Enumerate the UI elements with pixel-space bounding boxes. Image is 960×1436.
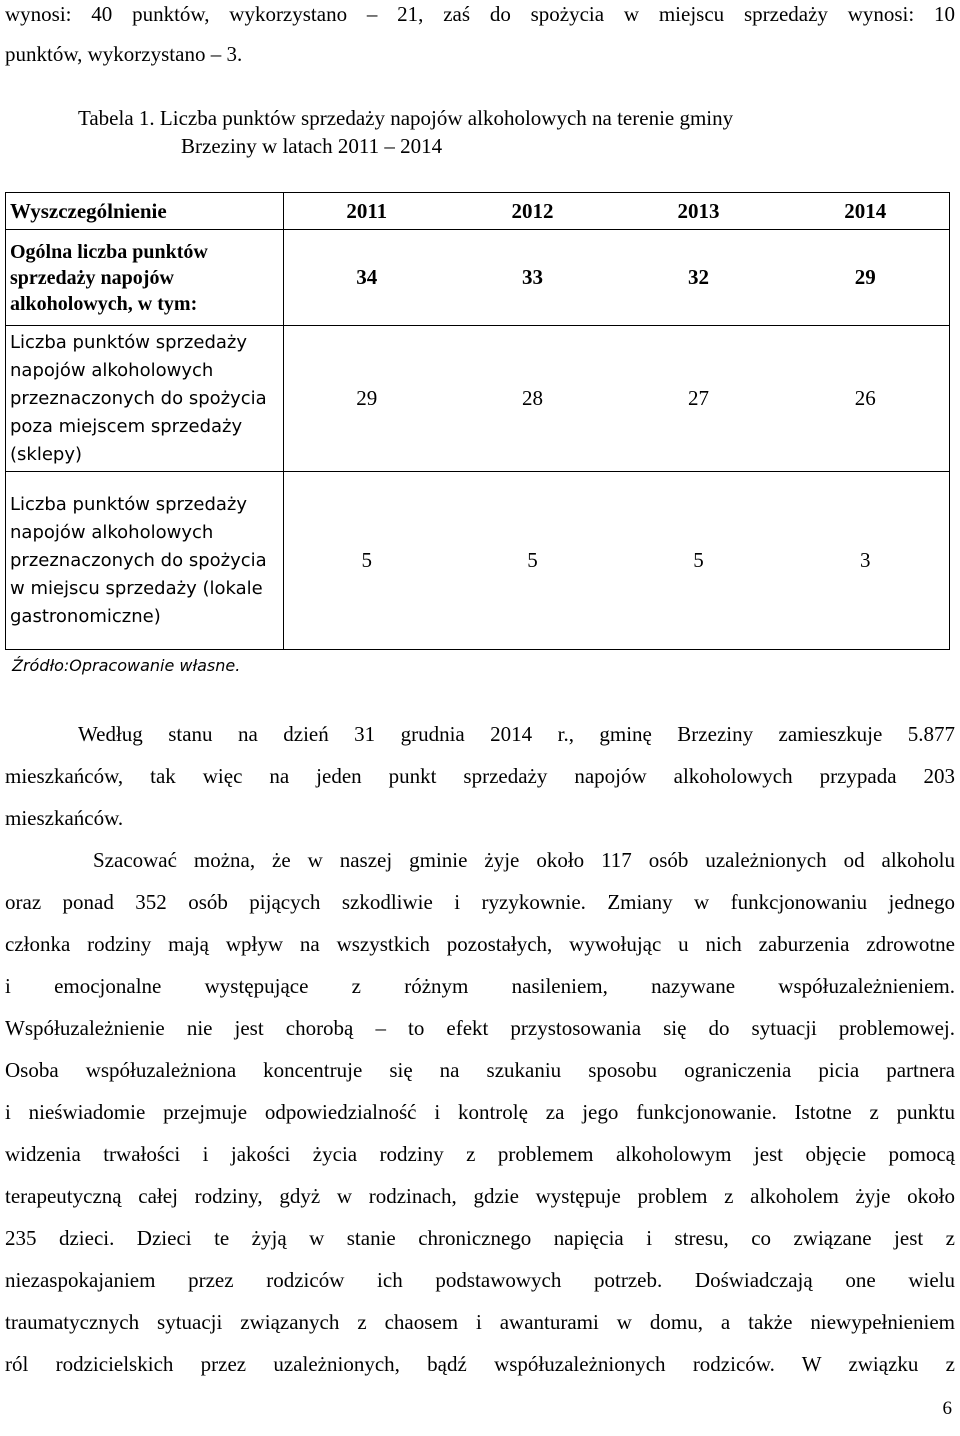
table-row — [6, 326, 950, 472]
table-row — [6, 472, 950, 650]
body-line: Według stanu na dzień 31 grudnia 2014 r., gminę Brzeziny zamieszkuje 5.877 — [78, 722, 955, 746]
table-cell: 33 — [450, 230, 616, 326]
row-label: Liczba punktów sprzedaży napojów alkoholowych przeznaczonych do spożycia poza miejscem sprzedaży (sklepy) — [6, 326, 284, 472]
body-line: Osoba współuzależniona koncentruje się na szukaniu sposobu ograniczenia picia partnera — [5, 1058, 955, 1082]
body-line: Współuzależnienie nie jest chorobą – to efekt przystosowania się do sytuacji problemowej. — [5, 1016, 955, 1040]
table-caption-line-2: Brzeziny w latach 2011 – 2014 — [181, 134, 443, 158]
table-cell: 26 — [782, 326, 950, 472]
table-cell: 28 — [450, 326, 616, 472]
page-number: 6 — [942, 1398, 952, 1419]
body-line: i emocjonalne występujące z różnym nasileniem, nazywane współuzależnieniem. — [5, 974, 955, 998]
body-line: terapeutyczną całej rodziny, gdyż w rodzinach, gdzie występuje problem z alkoholem żyje około — [5, 1184, 955, 1208]
body-line: widzenia trwałości i jakości życia rodziny z problemem alkoholowym jest objęcie pomocą — [5, 1142, 955, 1166]
header-cell: Wyszczególnienie — [6, 193, 284, 230]
intro-line-1: wynosi: 40 punktów, wykorzystano – 21, zaś do spożycia w miejscu sprzedaży wynosi: 10 — [5, 2, 955, 26]
table-header-row — [6, 193, 950, 230]
table-cell: 27 — [616, 326, 782, 472]
body-line: członka rodziny mają wpływ na wszystkich pozostałych, wywołując u nich zaburzenia zdrowotne — [5, 932, 955, 956]
body-line: traumatycznych sytuacji związanych z chaosem i awanturami w domu, a także niewypełnieniem — [5, 1310, 955, 1334]
table-caption-line-1: Tabela 1. Liczba punktów sprzedaży napojów alkoholowych na terenie gminy — [78, 106, 734, 130]
body-line: niezaspokajaniem przez rodziców ich podstawowych potrzeb. Doświadczają one wielu — [5, 1268, 955, 1292]
body-line: oraz ponad 352 osób pijących szkodliwie i ryzykownie. Zmiany w funkcjonowaniu jednego — [5, 890, 955, 914]
header-year: 2012 — [450, 193, 616, 230]
table-row — [6, 230, 950, 326]
table-cell: 29 — [284, 326, 450, 472]
header-year: 2014 — [782, 193, 950, 230]
table-cell: 5 — [284, 472, 450, 650]
body-line: 235 dzieci. Dzieci te żyją w stanie chronicznego napięcia i stresu, co związane jest z — [5, 1226, 955, 1250]
table-cell: 5 — [616, 472, 782, 650]
table-source: Źródło:Opracowanie własne. — [12, 656, 241, 675]
body-line: mieszkańców. — [5, 806, 124, 830]
header-year: 2011 — [284, 193, 450, 230]
body-line: i nieświadomie przejmuje odpowiedzialność i kontrolę za jego funkcjonowanie. Istotne z punktu — [5, 1100, 955, 1124]
row-label: Liczba punktów sprzedaży napojów alkoholowych przeznaczonych do spożycia w miejscu sprzedaży (lokale gastronomiczne) — [6, 472, 284, 650]
body-line: Szacować można, że w naszej gminie żyje około 117 osób uzależnionych od alkoholu — [93, 848, 955, 872]
data-table — [5, 192, 950, 650]
table-cell: 34 — [284, 230, 450, 326]
row-label: Ogólna liczba punktów sprzedaży napojów alkoholowych, w tym: — [6, 230, 284, 326]
body-line: mieszkańców, tak więc na jeden punkt sprzedaży napojów alkoholowych przypada 203 — [5, 764, 955, 788]
header-year: 2013 — [616, 193, 782, 230]
table-cell: 32 — [616, 230, 782, 326]
table-cell: 3 — [782, 472, 950, 650]
body-line: ról rodzicielskich przez uzależnionych, bądź współuzależnionych rodziców. W związku z — [5, 1352, 955, 1376]
table-cell: 5 — [450, 472, 616, 650]
intro-line-2: punktów, wykorzystano – 3. — [5, 42, 243, 66]
table-cell: 29 — [782, 230, 950, 326]
